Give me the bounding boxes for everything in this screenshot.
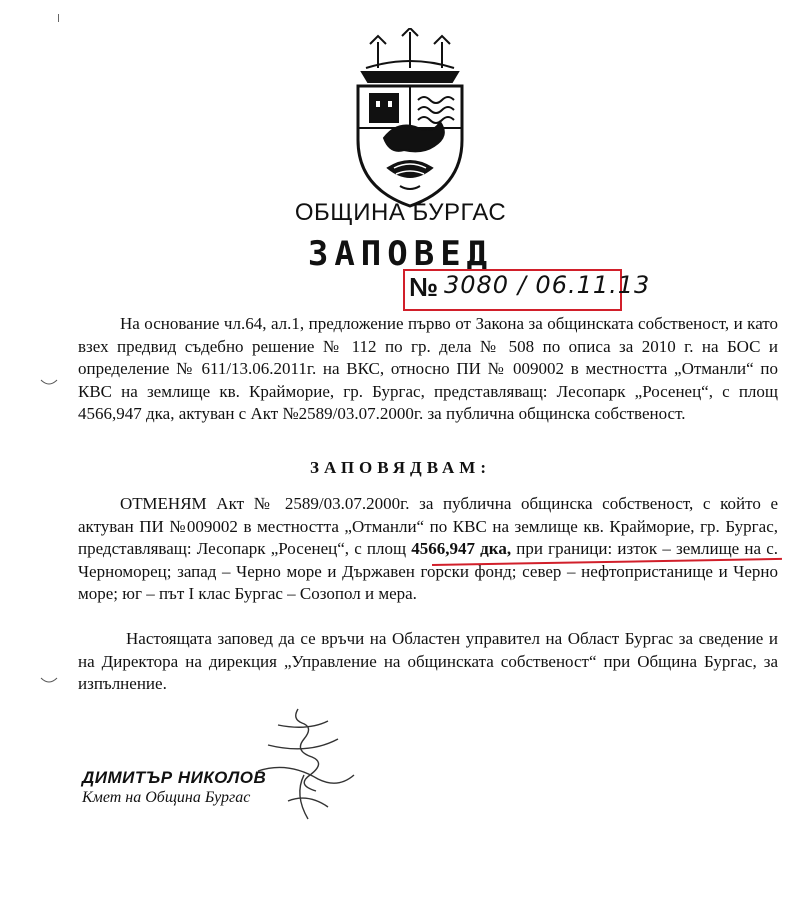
handwritten-signature (238, 705, 368, 825)
signatory-name: ДИМИТЪР НИКОЛОВ (82, 768, 267, 787)
order-body-highlight: Лесопарк „Росенец“, с площ (196, 539, 412, 558)
delivery-clause-paragraph: Настоящата заповед да се връчи на Областен управител на Област Бургас за сведение и на Директора на дирекция „Управление на общинската собственост“ при Община Бургас, за изпълнение. (78, 629, 778, 693)
burgas-coat-of-arms-logo (348, 28, 472, 210)
order-body-part1: ОТМЕНЯМ Акт № 2589/03.07.2000г. за публична общинска собственост, с който е актуван ПИ №009002 в местността „Отманли“ по КВС на землище кв. Крайморие, гр. Бургас, представляващ: (78, 494, 778, 558)
order-body-part2: при граници: изток – землище на с. Черноморец; запад – Черно море и Държавен горски фонд; север – нефтопристанище и Черно море; юг – път I клас Бургас – Созопол и мера. (78, 539, 778, 603)
municipality-name: ОБЩИНА БУРГАС (294, 199, 507, 226)
order-heading: ЗАПОВЯДВАМ: (310, 458, 491, 477)
order-number-sign: № (409, 272, 438, 302)
margin-mark (40, 676, 58, 684)
preamble-paragraph: На основание чл.64, ал.1, предложение първо от Закона за общинската собственост, и като взех предвид съдебно решение № 112 по гр. дела № 508 по описа за 2010 г. на БОС и определение № 611/13.06.2011г. на ВКС, относно ПИ № 009002 в местността „Отманли“ по КВС на землище кв. Крайморие, гр. Бургас, представляващ: Лесопарк „Росенец“, с площ 4566,947 дка, актуван с Акт №2589/03.07.2000г. за публична общинска собственост. (78, 314, 778, 423)
margin-mark (40, 378, 58, 386)
order-body-paragraph (78, 493, 778, 606)
scan-mark (58, 14, 63, 22)
order-number-handwritten: 3080 / 06.11.13 (444, 271, 651, 299)
document-type-title: ЗАПОВЕД (307, 234, 494, 274)
signatory-title: Кмет на Община Бургас (82, 789, 251, 806)
order-body-area: 4566,947 дка, (411, 539, 512, 558)
